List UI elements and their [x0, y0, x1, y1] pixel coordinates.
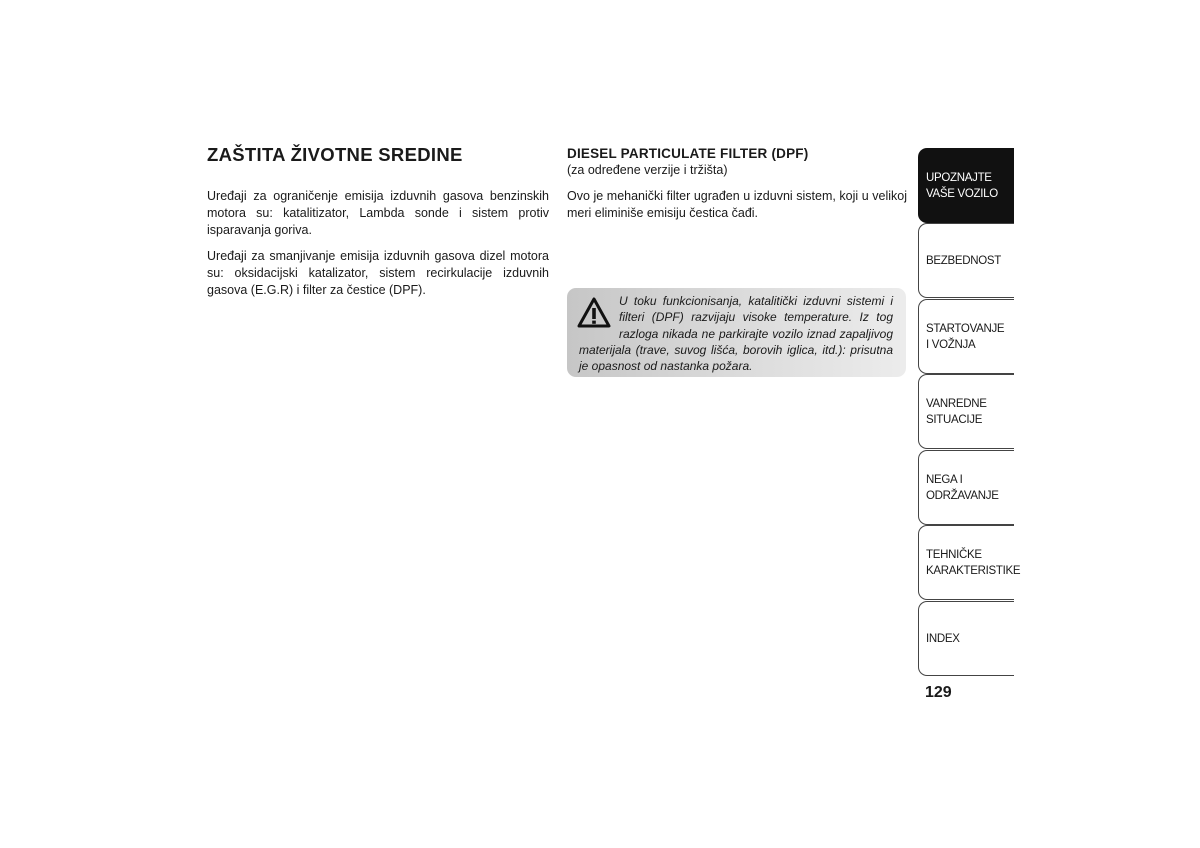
- paragraph-petrol-emissions: Uređaji za ograničenje emisija izduvnih gasova benzinskih motora su: katalitizator, Lambda sonde i sistem protiv isparavanja goriva.: [207, 189, 549, 237]
- tab-label: BEZBEDNOST: [926, 254, 1001, 267]
- tab-label: UPOZNAJTE VAŠE VOZILO: [926, 171, 998, 200]
- tab-label: INDEX: [926, 632, 960, 645]
- tab-label: TEHNIČKE KARAKTERISTIKE: [926, 548, 1021, 577]
- tab-nega-i-odrzavanje[interactable]: [918, 450, 1014, 525]
- dpf-availability-note: (za određene verzije i tržišta): [567, 163, 728, 177]
- paragraph-dpf-description: Ovo je mehanički filter ugrađen u izduvni sistem, koji u velikoj meri eliminiše emisiju čestica čađi.: [567, 189, 907, 220]
- left-column: [207, 144, 549, 308]
- tab-tehnicke-karakteristike[interactable]: [918, 525, 1021, 600]
- tab-bezbednost[interactable]: [918, 223, 1014, 298]
- tab-label: STARTOVANJE I VOŽNJA: [926, 322, 1005, 351]
- warning-box: [567, 288, 906, 377]
- tab-label: NEGA I ODRŽAVANJE: [926, 473, 999, 502]
- paragraph-diesel-emissions: Uređaji za smanjivanje emisija izduvnih gasova dizel motora su: oksidacijski katalizator, sistem recirkulacije izduvnih gasova (E.G.R) i filter za čestice (DPF).: [207, 249, 549, 297]
- warning-text: U toku funkcionisanja, katalitički izduvni sistemi i filteri (DPF) razvijaju visoke temperature. Iz tog razloga nikada ne parkirajte vozilo iznad zapaljivog materijala (trave, suvog lišća, borovih iglica, itd.): prisutna je opasnost od nastanka požara.: [579, 294, 893, 374]
- tab-vanredne-situacije[interactable]: [918, 374, 1014, 449]
- tab-label: VANREDNE SITUACIJE: [926, 397, 987, 426]
- section-heading: ZAŠTITA ŽIVOTNE SREDINE: [207, 144, 463, 165]
- dpf-heading: DIESEL PARTICULATE FILTER (DPF): [567, 146, 809, 161]
- page-number: 129: [925, 684, 952, 701]
- tab-upoznajte-vase-vozilo[interactable]: [918, 148, 1014, 223]
- right-column: [567, 146, 907, 222]
- tab-index[interactable]: [918, 601, 1014, 676]
- tab-startovanje-i-voznja[interactable]: [918, 299, 1014, 374]
